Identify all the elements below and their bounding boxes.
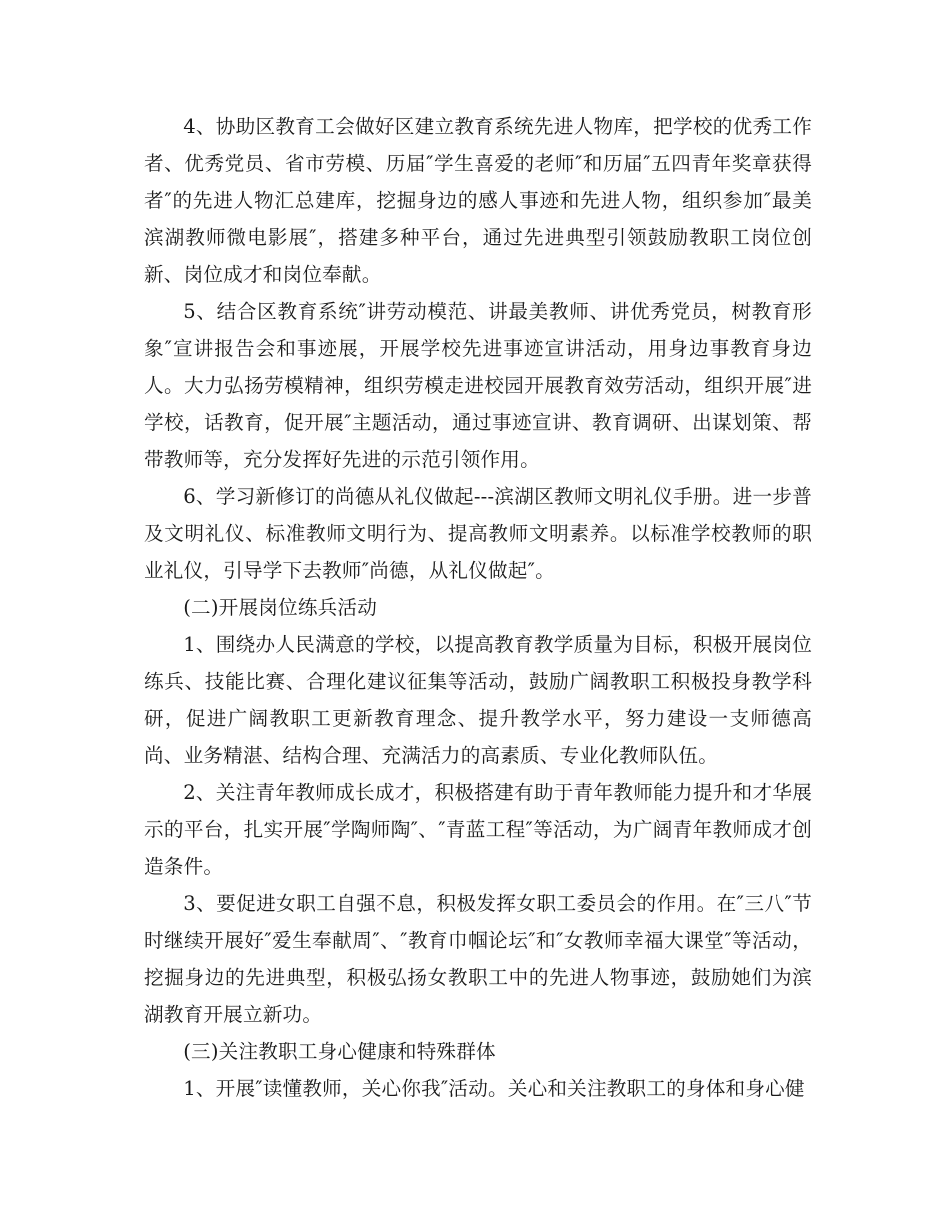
- paragraph-item-6: 6、学习新修订的尚德从礼仪做起---滨湖区教师文明礼仪手册。进一步普及文明礼仪、标准教师文明行为、提高教师文明素养。以标准学校教师的职业礼仪，引导学下去教师″尚德，从礼仪做起″。: [144, 485, 812, 582]
- paragraph-item-1-section-3: 1、开展″读懂教师，关心你我″活动。关心和关注教职工的身体和身心健: [183, 1077, 805, 1100]
- section-heading-3: (三)关注教职工身心健康和特殊群体: [183, 1040, 496, 1063]
- paragraph-item-4: 4、协助区教育工会做好区建立教育系统先进人物库，把学校的优秀工作者、优秀党员、省市劳模、历届″学生喜爱的老师″和历届″五四青年奖章获得者″的先进人物汇总建库，挖掘身边的感人事迹和先进人物，组织参加″最美滨湖教师微电影展″，搭建多种平台，通过先进典型引领鼓励教职工岗位创新、岗位成才和岗位奉献。: [144, 115, 812, 286]
- paragraph-item-1-section-2: 1、围绕办人民满意的学校，以提高教育教学质量为目标，积极开展岗位练兵、技能比赛、合理化建议征集等活动，鼓励广阔教职工积极投身教学科研，促进广阔教职工更新教育理念、提升教学水平，努力建设一支师德高尚、业务精湛、结构合理、充满活力的高素质、专业化教师队伍。: [144, 633, 812, 767]
- document-body: [144, 108, 812, 1107]
- paragraph-item-5: 5、结合区教育系统″讲劳动模范、讲最美教师、讲优秀党员，树教育形象″宣讲报告会和事迹展，开展学校先进事迹宣讲活动，用身边事教育身边人。大力弘扬劳模精神，组织劳模走进校园开展教育效劳活动，组织开展″进学校，话教育，促开展″主题活动，通过事迹宣讲、教育调研、出谋划策、帮带教师等，充分发挥好先进的示范引领作用。: [144, 300, 812, 471]
- paragraph-item-3-section-2: 3、要促进女职工自强不息，积极发挥女职工委员会的作用。在″三八″节时继续开展好″爱生奉献周″、″教育巾帼论坛″和″女教师幸福大课堂″等活动，挖掘身边的先进典型，积极弘扬女教职工中的先进人物事迹，鼓励她们为滨湖教育开展立新功。: [144, 892, 812, 1026]
- section-heading-2: (二)开展岗位练兵活动: [183, 596, 378, 619]
- paragraph-item-2-section-2: 2、关注青年教师成长成才，积极搭建有助于青年教师能力提升和才华展示的平台，扎实开展″学陶师陶″、″青蓝工程″等活动，为广阔青年教师成才创造条件。: [144, 781, 812, 878]
